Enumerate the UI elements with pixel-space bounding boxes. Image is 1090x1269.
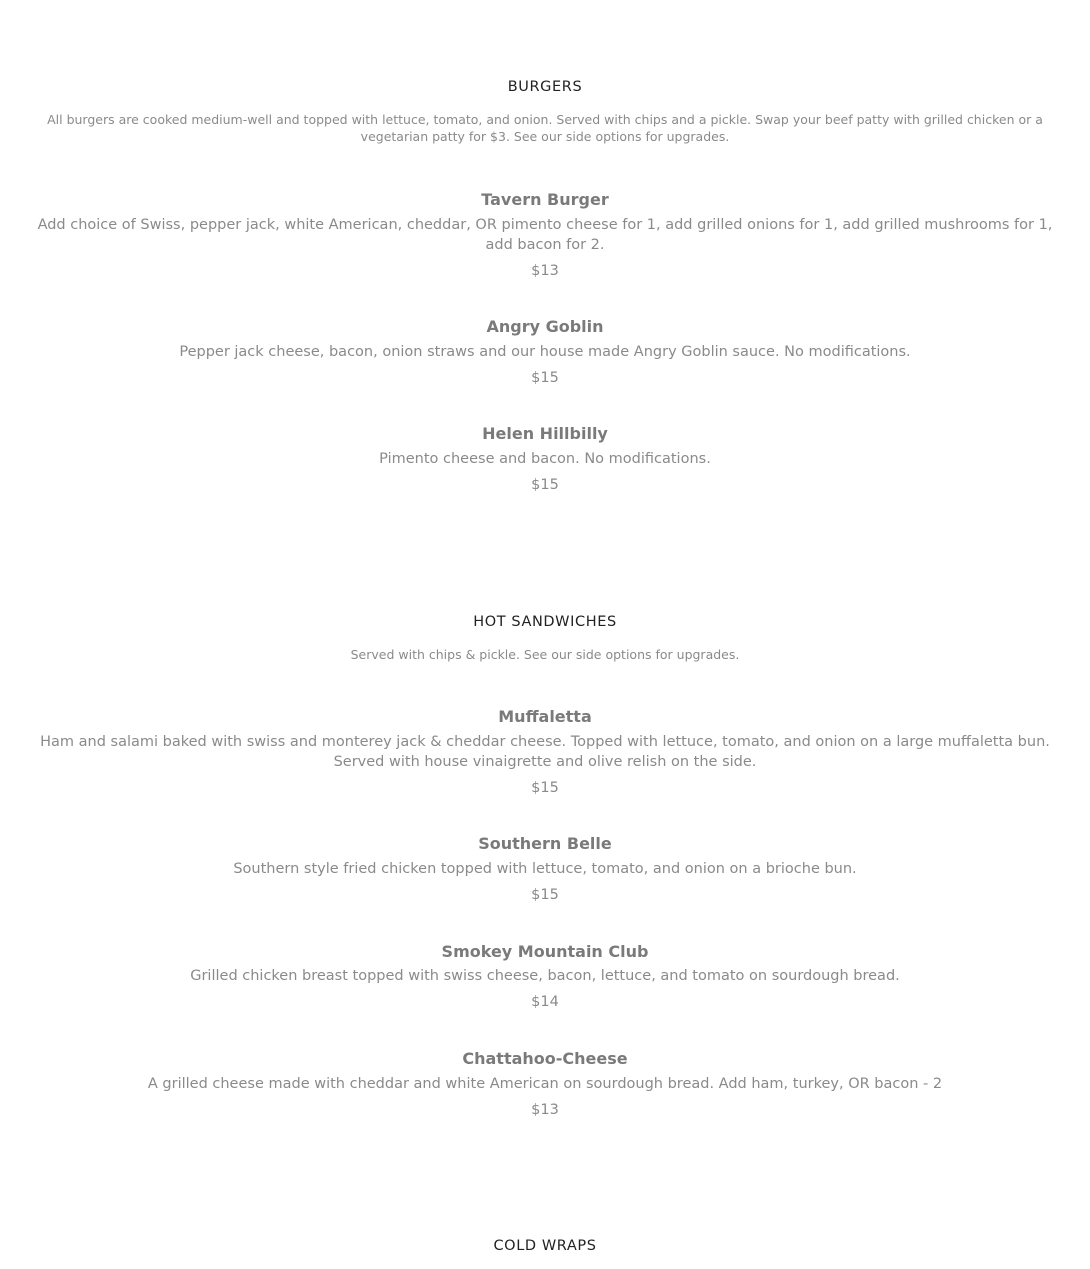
item-price: $15 xyxy=(531,477,559,493)
item-description: Pepper jack cheese, bacon, onion straws and our house made Angry Goblin sauce. No modifications. xyxy=(179,344,911,360)
item-name: Tavern Burger xyxy=(481,190,609,209)
item-description: Southern style fried chicken topped with lettuce, tomato, and onion on a brioche bun. xyxy=(233,861,857,877)
item-price: $13 xyxy=(531,263,559,279)
item-name: Muffaletta xyxy=(498,707,592,726)
section-title: HOT SANDWICHES xyxy=(473,614,617,630)
section-description: All burgers are cooked medium-well and topped with lettuce, tomato, and onion. Served with chips and a pickle. Swap your beef patty with grilled chicken or a vegetarian patty for $3. See our side options for upgrades. xyxy=(47,112,1043,144)
item-description: Grilled chicken breast topped with swiss cheese, bacon, lettuce, and tomato on sourdough bread. xyxy=(190,968,900,984)
item-description: A grilled cheese made with cheddar and white American on sourdough bread. Add ham, turkey, OR bacon - 2 xyxy=(147,1076,943,1092)
section-description: Served with chips & pickle. See our side options for upgrades. xyxy=(350,647,740,662)
item-name: Smokey Mountain Club xyxy=(441,942,649,961)
item-description: Add choice of Swiss, pepper jack, white American, cheddar, OR pimento cheese for 1, add grilled onions for 1, add grilled mushrooms for 1, add bacon for 2. xyxy=(37,217,1053,253)
item-name: Southern Belle xyxy=(478,834,612,853)
item-price: $13 xyxy=(531,1102,559,1118)
item-name: Chattahoo-Cheese xyxy=(462,1049,628,1068)
section-title: BURGERS xyxy=(507,79,583,95)
item-name: Helen Hillbilly xyxy=(482,424,608,443)
section-title: COLD WRAPS xyxy=(493,1238,597,1254)
item-price: $15 xyxy=(531,780,559,796)
item-description: Ham and salami baked with swiss and monterey jack & cheddar cheese. Topped with lettuce, tomato, and onion on a large muffaletta bun. Served with house vinaigrette and olive relish on the side. xyxy=(40,734,1050,770)
item-description: Pimento cheese and bacon. No modifications. xyxy=(379,451,711,467)
item-name: Angry Goblin xyxy=(486,317,604,336)
item-price: $15 xyxy=(531,370,559,386)
item-price: $14 xyxy=(531,994,559,1010)
item-price: $15 xyxy=(531,887,559,903)
